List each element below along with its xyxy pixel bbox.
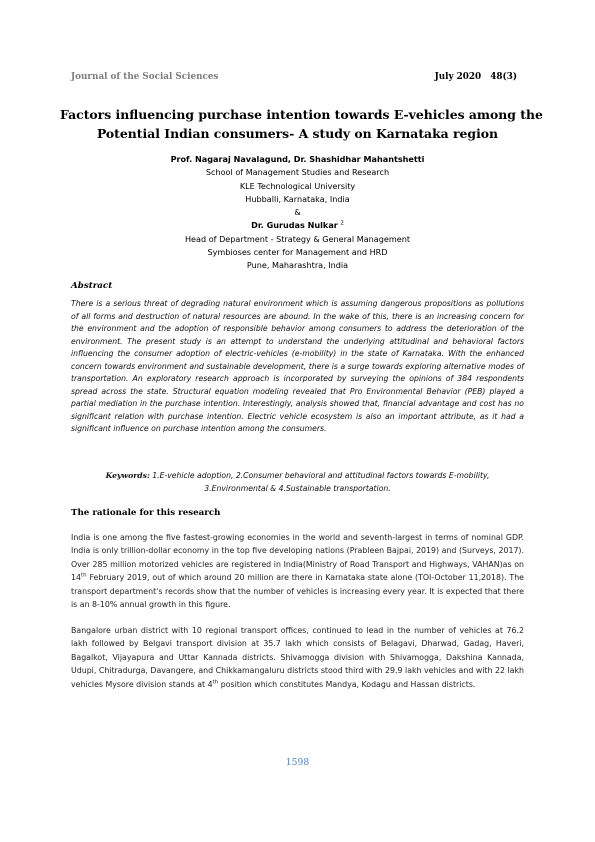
keywords-line-1 (71, 469, 524, 482)
p2-sup: th (212, 679, 219, 686)
keywords-line-2: 3.Environmental & 4.Sustainable transportation. (204, 484, 391, 493)
affiliation-1-line-2: KLE Technological University (239, 180, 356, 191)
rationale-paragraph-2 (71, 624, 524, 691)
p2-text-b: position which constitutes Mandya, Kodagu and Hassan districts. (218, 679, 476, 689)
title-line-1: Factors influencing purchase intention towards E-vehicles among the (60, 107, 543, 122)
affiliation-2-line-2: Symbioses center for Management and HRD (207, 247, 388, 258)
title-line-2: Potential Indian consumers- A study on Karnataka region (96, 126, 499, 141)
author-names-2 (110, 219, 485, 232)
author-names-1: Prof. Nagaraj Navalagund, Dr. Shashidhar Mahantshetti (170, 154, 425, 164)
rationale-paragraph-1 (71, 531, 524, 611)
rationale-heading: The rationale for this research (71, 508, 221, 518)
p1-sup: th (80, 572, 87, 579)
issue-info: July 2020 48(3) (434, 72, 517, 82)
keywords-label: Keywords: (105, 471, 150, 480)
p1-text-a: India is one among the five fastest-growing economies in the world and seventh-largest in terms of nominal GDP. India is only trillion-dollar economy in the top five developing nations (Prableen Bajpai, 2019) and (Surveys, 2017). Over 285 million motorized vehicles are registered in India(Ministry of Road Transport and Highways, VAHAN)as on 14 (71, 533, 524, 583)
affiliation-1-line-1: School of Management Studies and Research (205, 167, 390, 178)
keywords-text-1: 1.E-vehicle adoption, 2.Consumer behavioral and attitudinal factors towards E-mobility, (149, 471, 490, 480)
p2-text-a: Bangalore urban district with 10 regional transport offices, continued to lead in the number of vehicles at 76.2 lakh followed by Belgavi transport division at 35.7 lakh which consists of Belagavi, Dharwad, Gadag, Haveri, Bagalkot, Vijayapura and Uttar Kannada districts. Shivamogga division with Shivamogga, Dakshina Kannada, Udupi, Chitradurga, Davangere, and Chikkamangaluru districts stood third with 29.9 lakh vehicles and with 22 lakh vehicles Mysore division stands at 4 (71, 626, 524, 689)
affiliation-1-line-3: Hubballi, Karnataka, India (245, 193, 350, 204)
page-number: 1598 (285, 757, 310, 768)
author-name-2: Dr. Gurudas Nulkar (251, 220, 338, 231)
abstract-text: There is a serious threat of degrading natural environment which is assuming dangerous propositions as pollutions of all forms and destruction of natural resources are abound. In the wake of this, there is an increasing concern for the environment and the adoption of responsible behavior among consumers to address the deterioration of the environment. The present study is an attempt to understand the underlying attitudinal and behavioral factors influencing the consumer adoption of electric-vehicles (e-mobility) in the state of Karnataka. With the enhanced concern towards environment and sustainable development, there is a surge towards exploring alternative modes of transportation. An exploratory research approach is incorporated by surveying the opinions of 384 respondents spread across the state. Structural equation modeling revealed that Pro Environmental Behavior (PEB) played a partial mediation in the purchase intention. Interestingly, analysis showed that, financial advantage and cost has no significant relation with purchase intention. Electric vehicle ecosystem is also an important attribute, as it had a significant influence on purchase intention among the consumers. (71, 299, 524, 433)
journal-name: Journal of the Social Sciences (71, 72, 219, 82)
keywords (71, 469, 524, 495)
author-block (110, 153, 485, 273)
p1-text-b: February 2019, out of which around 20 million are there in Karnataka state alone (TOI-October 11,2018). The transport department's records show that the number of vehicles is increasing every year. It is expected that there is an 8-10% annual growth in this figure. (71, 573, 524, 610)
running-header (71, 72, 517, 84)
paper-title (60, 105, 543, 143)
affiliation-2-line-1: Head of Department - Strategy & General Management (184, 233, 411, 244)
author-footnote-mark: 2 (340, 220, 344, 227)
abstract-heading: Abstract (71, 281, 113, 291)
author-separator: & (294, 207, 301, 218)
affiliation-2-line-3: Pune, Maharashtra, India (246, 260, 349, 271)
